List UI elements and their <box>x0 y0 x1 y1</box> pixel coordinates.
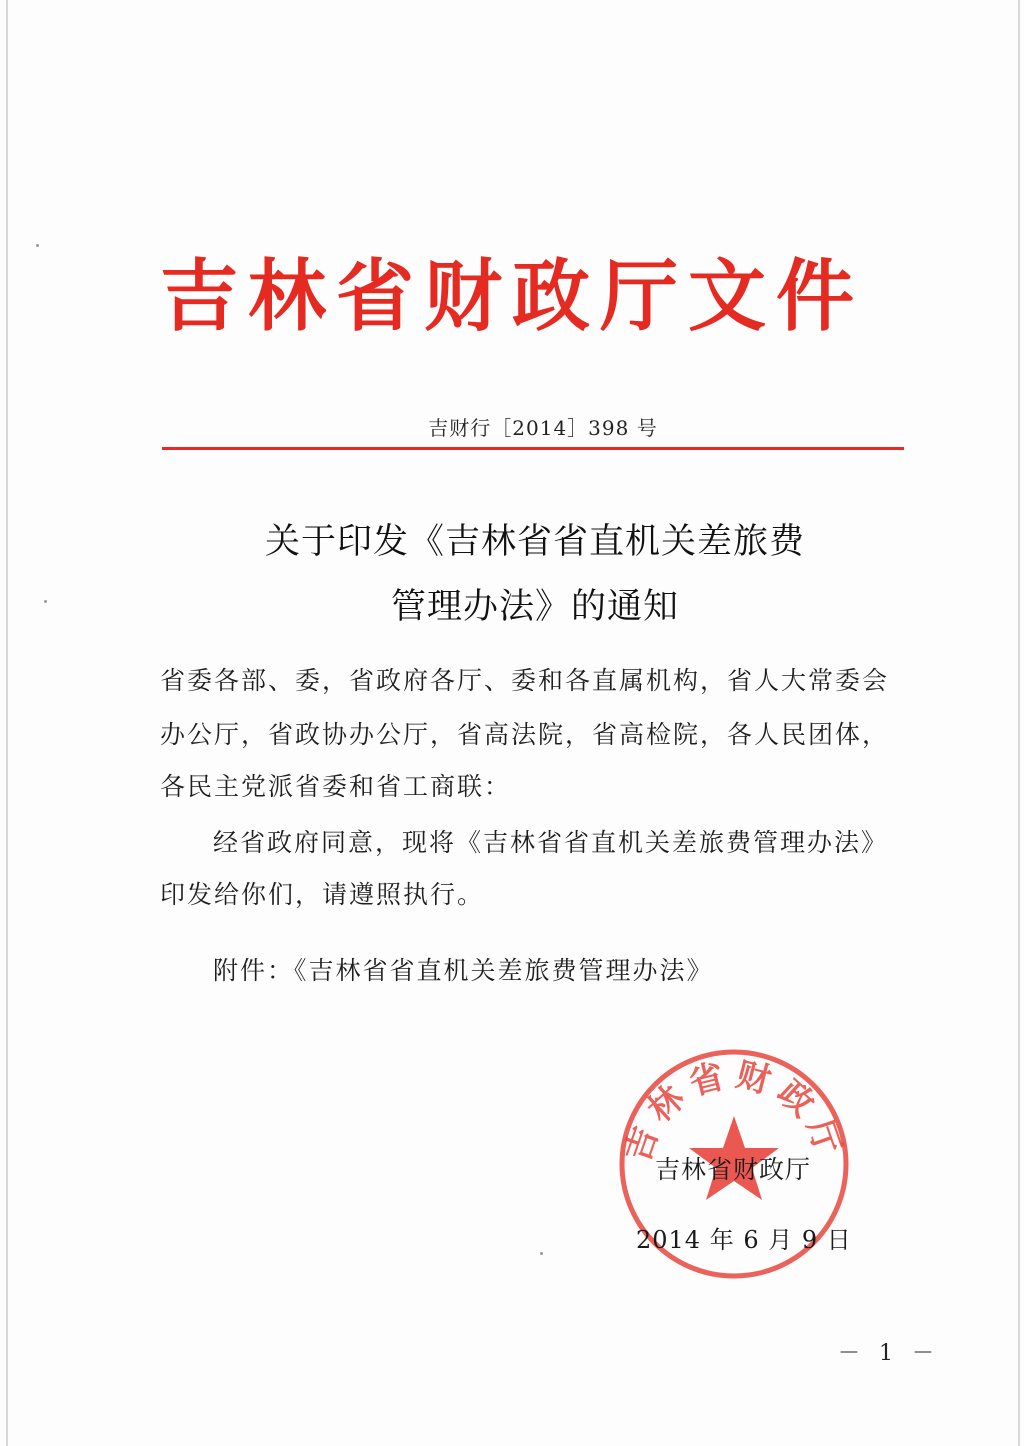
scan-edge-right <box>1018 0 1020 1446</box>
scan-edge-left <box>6 0 8 1446</box>
body-line2: 印发给你们，请遵照执行。 <box>160 880 485 909</box>
scan-speck <box>44 600 47 603</box>
scan-speck <box>36 244 39 247</box>
notice-title-line1: 关于印发《吉林省省直机关差旅费 <box>264 522 805 562</box>
red-divider-rule <box>162 447 904 450</box>
recipients-line2: 办公厅，省政协办公厅，省高法院，省高检院，各人民团体， <box>160 720 890 749</box>
recipients-line3: 各民主党派省委和省工商联： <box>160 772 512 801</box>
scan-speck <box>540 1252 543 1255</box>
seal-text: 吉林省财政厅 <box>617 1054 851 1168</box>
document-number: 吉财行［2014］398 号 <box>428 416 658 440</box>
signing-organization: 吉林省财政厅 <box>655 1155 812 1184</box>
recipients-line1: 省委各部、委，省政府各厅、委和各直属机构，省人大常委会 <box>160 666 890 695</box>
attachment-line: 附件：《吉林省省直机关差旅费管理办法》 <box>213 956 714 985</box>
signing-date: 2014 年 6 月 9 日 <box>636 1226 852 1254</box>
body-line1: 经省政府同意，现将《吉林省省直机关差旅费管理办法》 <box>213 828 889 857</box>
notice-title-line2: 管理办法》的通知 <box>390 587 679 627</box>
page-number: － 1 － <box>838 1341 940 1366</box>
masthead-title: 吉林省财政厅文件 <box>159 251 864 342</box>
